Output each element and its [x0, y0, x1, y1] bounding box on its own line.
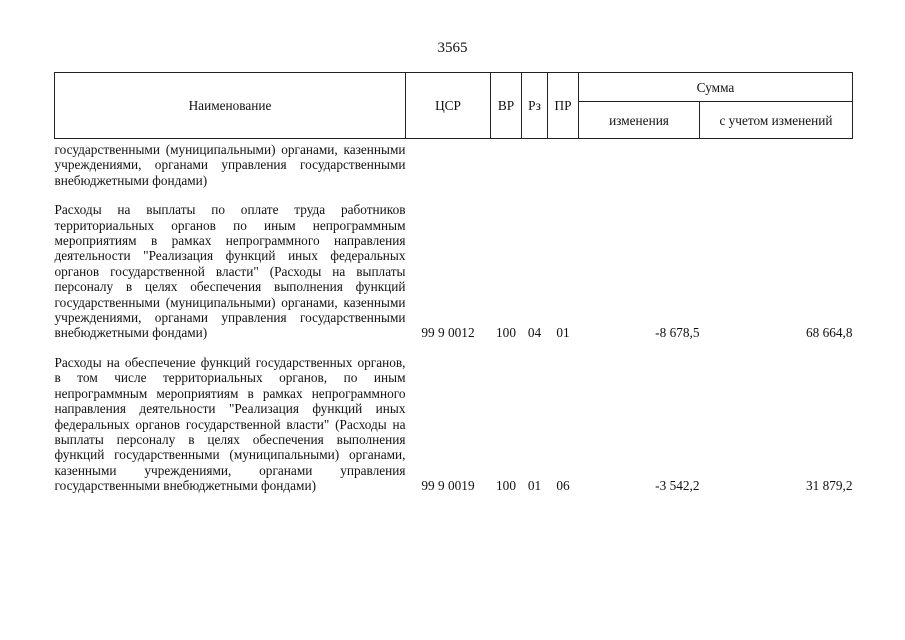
row-change: -3 542,2: [655, 478, 700, 494]
row-name: Расходы на обеспечение функций государственных органов, в том числе территориальных органов, по иным непрограммным мероприятиям в рамках непрограммного направления деятельности "Реализация функций иных федеральных органов государственной власти" (Расходы на выплаты персоналу в целях обеспечения выполнения функций государственными (муниципальными) органами, казенными учреждениями, органами управления государственными внебюджетными фондами): [54, 354, 406, 494]
row-name: государственными (муниципальными) органами, казенными учреждениями, органами управления государственными внебюджетными фондами): [54, 142, 406, 188]
page-number: 3565: [437, 40, 468, 56]
row-pr: 06: [556, 478, 570, 494]
row-total: 68 664,8: [805, 325, 853, 341]
header-vr: ВР: [491, 73, 522, 139]
row-vr: [491, 139, 522, 189]
row-change: [579, 139, 700, 189]
header-change: изменения: [579, 102, 700, 139]
table-row: [55, 202, 853, 341]
row-csr: 99 9 0012: [421, 325, 475, 341]
budget-table: [54, 72, 853, 494]
header-pr: ПР: [548, 73, 579, 139]
table-row: [55, 139, 853, 189]
row-change: -8 678,5: [655, 325, 700, 341]
row-pr: 01: [556, 325, 570, 341]
row-rz: [522, 139, 548, 189]
row-total: [700, 139, 853, 189]
row-vr: 100: [496, 325, 516, 341]
row-pr: [548, 139, 579, 189]
row-total: 31 879,2: [805, 478, 853, 494]
table-header: [55, 73, 853, 139]
header-sum: Сумма: [579, 73, 853, 102]
row-rz: 01: [527, 478, 542, 494]
header-rz: Рз: [522, 73, 548, 139]
header-name: Наименование: [55, 73, 406, 139]
row-csr: 99 9 0019: [421, 478, 475, 494]
row-csr: [406, 139, 491, 189]
header-with-change: с учетом изменений: [700, 102, 853, 139]
row-rz: 04: [527, 325, 542, 341]
row-name: Расходы на выплаты по оплате труда работников территориальных органов по иным непрограммным мероприятиям в рамках непрограммного направления деятельности "Реализация функций иных федеральных органов государственной власти" (Расходы на выплаты персоналу в целях обеспечения выполнения функций государственными (муниципальными) органами, казенными учреждениями, органами управления государственными внебюджетными фондами): [54, 202, 406, 341]
table-row: [55, 355, 853, 494]
row-vr: 100: [496, 478, 516, 494]
header-csr: ЦСР: [406, 73, 491, 139]
